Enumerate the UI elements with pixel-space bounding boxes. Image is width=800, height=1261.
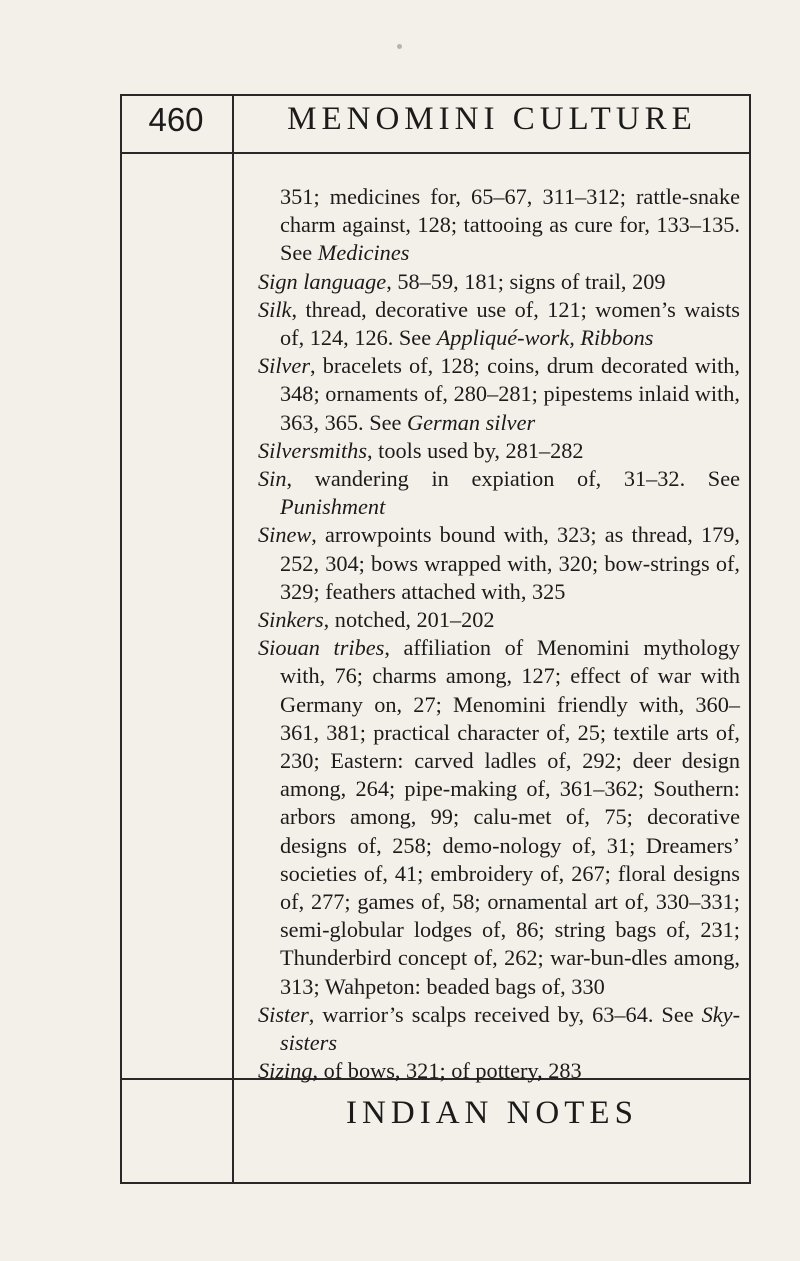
index-entry: Sinkers, notched, 201–202 <box>258 607 495 633</box>
index-entry: Silversmiths, tools used by, 281–282 <box>258 437 584 463</box>
bottom-rule <box>120 1182 751 1184</box>
index-entry: Silver, bracelets of, 128; coins, drum decorated with, 348; ornaments of, 280–281; pipestems inlaid with, 363, 365. See German silver <box>258 353 740 435</box>
index-entry: Sister, warrior’s scalps received by, 63–64. See Sky-sisters <box>258 1001 740 1056</box>
left-border <box>120 94 122 1184</box>
index-entry: Sinew, arrowpoints bound with, 323; as thread, 179, 252, 304; bows wrapped with, 320; bow-strings of, 329; feathers attached with, 325 <box>258 522 740 604</box>
printer-dot-mark <box>397 44 402 49</box>
index-entries <box>258 183 740 1086</box>
index-entry: Siouan tribes, affiliation of Menomini mythology with, 76; charms among, 127; effect of war with Germany on, 27; Menomini friendly with, 360–361, 381; practical character of, 25; textile arts of, 230; Eastern: carved ladles of, 292; deer design among, 264; pipe-making of, 361–362; Southern: arbors among, 99; calu-met of, 75; decorative designs of, 258; demo-nology of, 31; Dreamers’ societies of, 41; embroidery of, 267; floral designs of, 277; games of, 58; ornamental art of, 330–331; semi-globular lodges of, 86; string bags of, 231; Thunderbird concept of, 262; war-bun-dles among, 313; Wahpeton: beaded bags of, 330 <box>258 635 740 999</box>
index-entry: 351; medicines for, 65–67, 311–312; rattle-snake charm against, 128; tattooing as cure for, 133–135. See Medicines <box>280 184 740 266</box>
right-border <box>749 94 751 1184</box>
running-head: MENOMINI CULTURE <box>287 101 697 137</box>
index-entry: Sign language, 58–59, 181; signs of trail, 209 <box>258 268 666 294</box>
index-entry: Sizing, of bows, 321; of pottery, 283 <box>258 1058 582 1084</box>
top-rule <box>120 94 751 96</box>
column-divider <box>232 94 234 1184</box>
index-entry: Sin, wandering in expiation of, 31–32. See Punishment <box>258 466 740 520</box>
header-rule <box>120 152 751 154</box>
footer-title: INDIAN NOTES <box>346 1095 638 1131</box>
page-number: 460 <box>148 101 204 138</box>
index-entry: Silk, thread, decorative use of, 121; women’s waists of, 124, 126. See Appliqué-work, Ribbons <box>258 296 740 351</box>
